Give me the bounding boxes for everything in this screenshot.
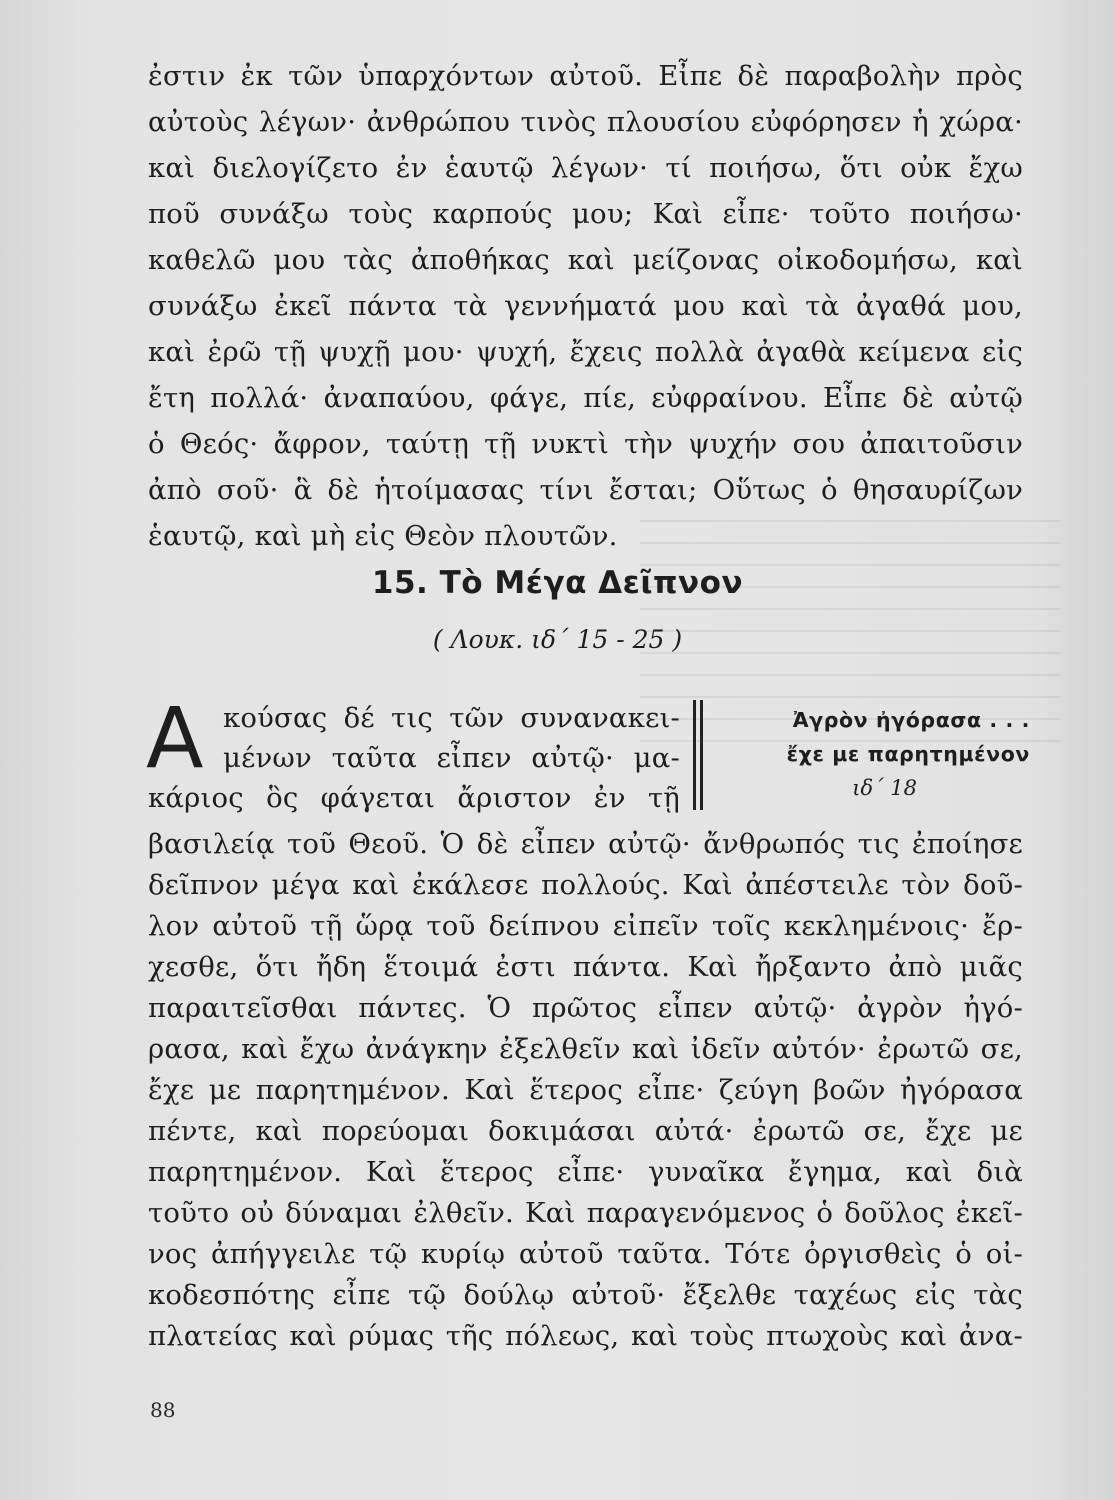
text-line: πέντε, καὶ πορεύομαι δοκιμάσαι αὐτά· ἐρωτῶ σε, ἔχε με <box>148 1115 1023 1147</box>
text-line: συνάξω ἐκεῖ πάντα τὰ γεννήματά μου καὶ τὰ ἀγαθά μου, <box>148 290 1023 322</box>
text-line: πλατείας καὶ ρύμας τῆς πόλεως, καὶ τοὺς πτωχοὺς καὶ ἀνα- <box>148 1320 1023 1352</box>
sidenote-line: Ἀγρὸν ἠγόρασα . . . <box>792 708 1030 732</box>
text-line: λον αὐτοῦ τῇ ὥρᾳ τοῦ δείπνου εἰπεῖν τοῖς κεκλημένοις· ἔρ- <box>148 910 1023 942</box>
intro-line: κούσας δέ τις τῶν συνανακει- <box>223 702 680 734</box>
page-number: 88 <box>150 1398 176 1422</box>
sidenote-rule <box>700 700 703 810</box>
text-line: ρασα, καὶ ἔχω ἀνάγκην ἐξελθεῖν καὶ ἰδεῖν αὐτόν· ἐρωτῶ σε, <box>148 1033 1023 1065</box>
text-line: ἔτη πολλά· ἀναπαύου, φάγε, πίε, εὐφραίνου. Εἶπε δὲ αὐτῷ <box>148 382 1023 414</box>
text-line: νος ἀπήγγειλε τῷ κυρίῳ αὐτοῦ ταῦτα. Τότε ὀργισθεὶς ὁ οἰ- <box>148 1238 1023 1270</box>
text-line: ἐστιν ἐκ τῶν ὑπαρχόντων αὐτοῦ. Εἶπε δὲ παραβολὴν πρὸς <box>148 60 1023 92</box>
sidenote-rule <box>693 700 696 810</box>
intro-line: κάριος ὃς φάγεται ἄριστον ἐν τῇ <box>148 782 680 814</box>
text-line: παρητημένον. Καὶ ἕτερος εἶπε· γυναῖκα ἔγημα, καὶ διὰ <box>148 1156 1023 1188</box>
sidenote-line: ἔχε με παρητημένον <box>786 742 1030 766</box>
text-line: ἑαυτῷ, καὶ μὴ εἰς Θεὸν πλουτῶν. <box>148 520 618 552</box>
text-line: ποῦ συνάξω τοὺς καρπούς μου; Καὶ εἶπε· τοῦτο ποιήσω· <box>148 198 1023 230</box>
text-line: κοδεσπότης εἶπε τῷ δούλῳ αὐτοῦ· ἔξελθε ταχέως εἰς τὰς <box>148 1279 1023 1311</box>
drop-cap: Α <box>146 689 204 787</box>
text-line: αὐτοὺς λέγων· ἀνθρώπου τινὸς πλουσίου εὐφόρησεν ἡ χώρα· <box>148 106 1023 138</box>
text-line: δεῖπνον μέγα καὶ ἐκάλεσε πολλούς. Καὶ ἀπέστειλε τὸν δοῦ- <box>148 869 1023 901</box>
scripture-reference: ( Λουκ. ιδ΄ 15 - 25 ) <box>432 625 683 654</box>
sidenote-reference: ιδ΄ 18 <box>852 776 917 800</box>
section-title: 15. Τὸ Μέγα Δεῖπνον <box>371 565 744 601</box>
text-line: χεσθε, ὅτι ἤδη ἕτοιμά ἐστι πάντα. Καὶ ἤρξαντο ἀπὸ μιᾶς <box>148 951 1023 983</box>
text-line: καὶ ἐρῶ τῇ ψυχῇ μου· ψυχή, ἔχεις πολλὰ ἀγαθὰ κείμενα εἰς <box>148 336 1023 368</box>
text-line: ἔχε με παρητημένον. Καὶ ἕτερος εἶπε· ζεύγη βοῶν ἠγόρασα <box>148 1074 1023 1106</box>
text-line: καὶ διελογίζετο ἐν ἑαυτῷ λέγων· τί ποιήσω, ὅτι οὐκ ἔχω <box>148 152 1023 184</box>
text-line: παραιτεῖσθαι πάντες. Ὁ πρῶτος εἶπεν αὐτῷ· ἀγρὸν ἠγό- <box>148 992 1023 1024</box>
text-line: βασιλείᾳ τοῦ Θεοῦ. Ὁ δὲ εἶπεν αὐτῷ· ἄνθρωπός τις ἐποίησε <box>148 828 1023 860</box>
text-line: τοῦτο οὐ δύναμαι ἐλθεῖν. Καὶ παραγενόμενος ὁ δοῦλος ἐκεῖ- <box>148 1197 1023 1229</box>
text-line: ὁ Θεός· ἄφρον, ταύτῃ τῇ νυκτὶ τὴν ψυχήν σου ἀπαιτοῦσιν <box>148 428 1023 460</box>
text-line: καθελῶ μου τὰς ἀποθήκας καὶ μείζονας οἰκοδομήσω, καὶ <box>148 244 1023 276</box>
text-line: ἀπὸ σοῦ· ἃ δὲ ἡτοίμασας τίνι ἔσται; Οὕτως ὁ θησαυρίζων <box>148 474 1023 506</box>
intro-line: μένων ταῦτα εἶπεν αὐτῷ· μα- <box>223 742 680 774</box>
